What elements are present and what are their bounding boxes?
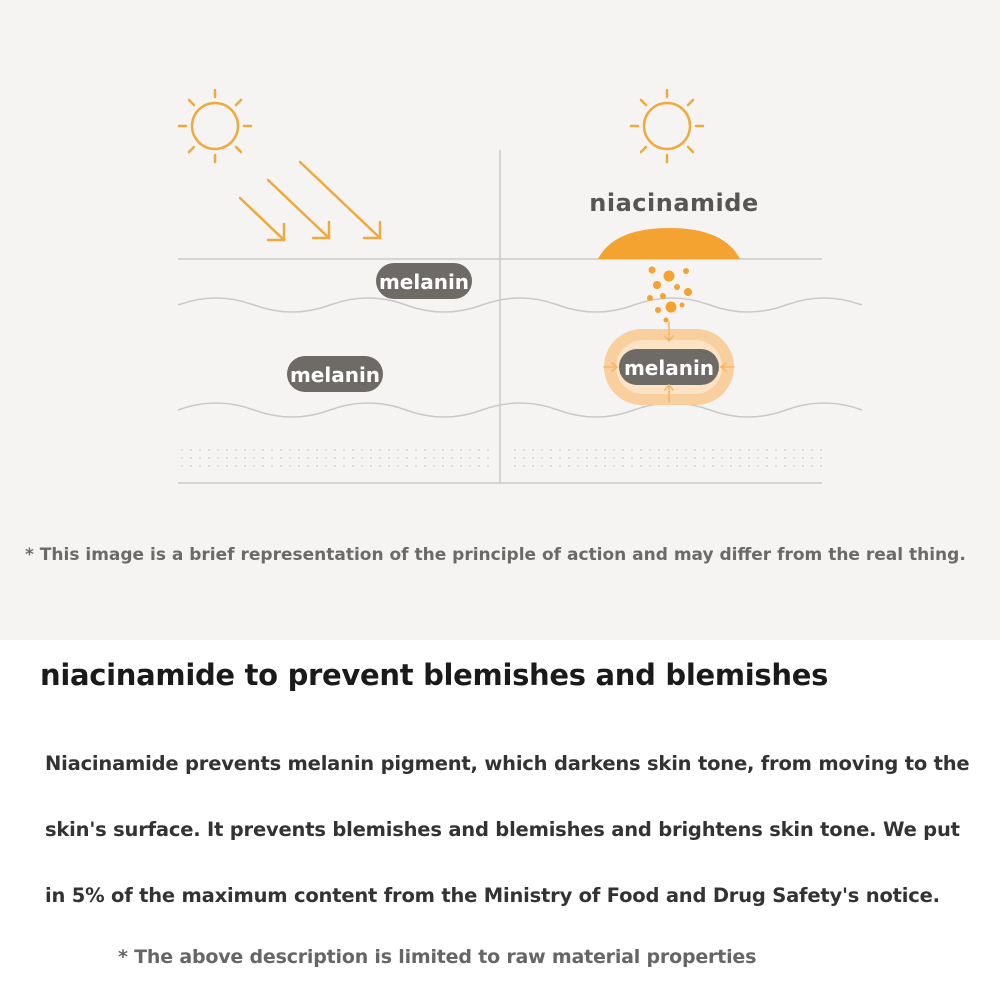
dermis-dots-left — [178, 446, 490, 472]
niacinamide-layer — [598, 228, 740, 259]
skin-layers — [178, 150, 862, 483]
dermis-dots-right — [512, 446, 822, 472]
sun-icon — [631, 90, 703, 162]
melanin-label: melanin — [378, 270, 470, 294]
melanin-label: melanin — [623, 356, 715, 380]
skin-wave-upper — [178, 298, 862, 312]
melanin-pill-upper — [376, 263, 472, 299]
description-line: in 5% of the maximum content from the Ministry of Food and Drug Safety's notice. — [45, 884, 940, 907]
footnote: * The above description is limited to raw material properties — [118, 946, 757, 968]
melanin-pill-lower — [287, 356, 383, 392]
niacinamide-label: niacinamide — [589, 189, 759, 217]
sunray-arrow-icon — [240, 162, 380, 240]
niacinamide-particles — [647, 267, 692, 323]
illustration-disclaimer: * This image is a brief representation of the principle of action and may differ from the real thing. — [25, 545, 966, 565]
sun-icon — [179, 90, 251, 162]
description-line: skin's surface. It prevents blemishes and blemishes and brightens skin tone. We put — [45, 818, 960, 841]
skin-wave-lower — [178, 403, 862, 417]
description-line: Niacinamide prevents melanin pigment, which darkens skin tone, from moving to the — [45, 752, 970, 775]
headline: niacinamide to prevent blemishes and blemishes — [40, 658, 829, 692]
melanin-label: melanin — [289, 363, 381, 387]
